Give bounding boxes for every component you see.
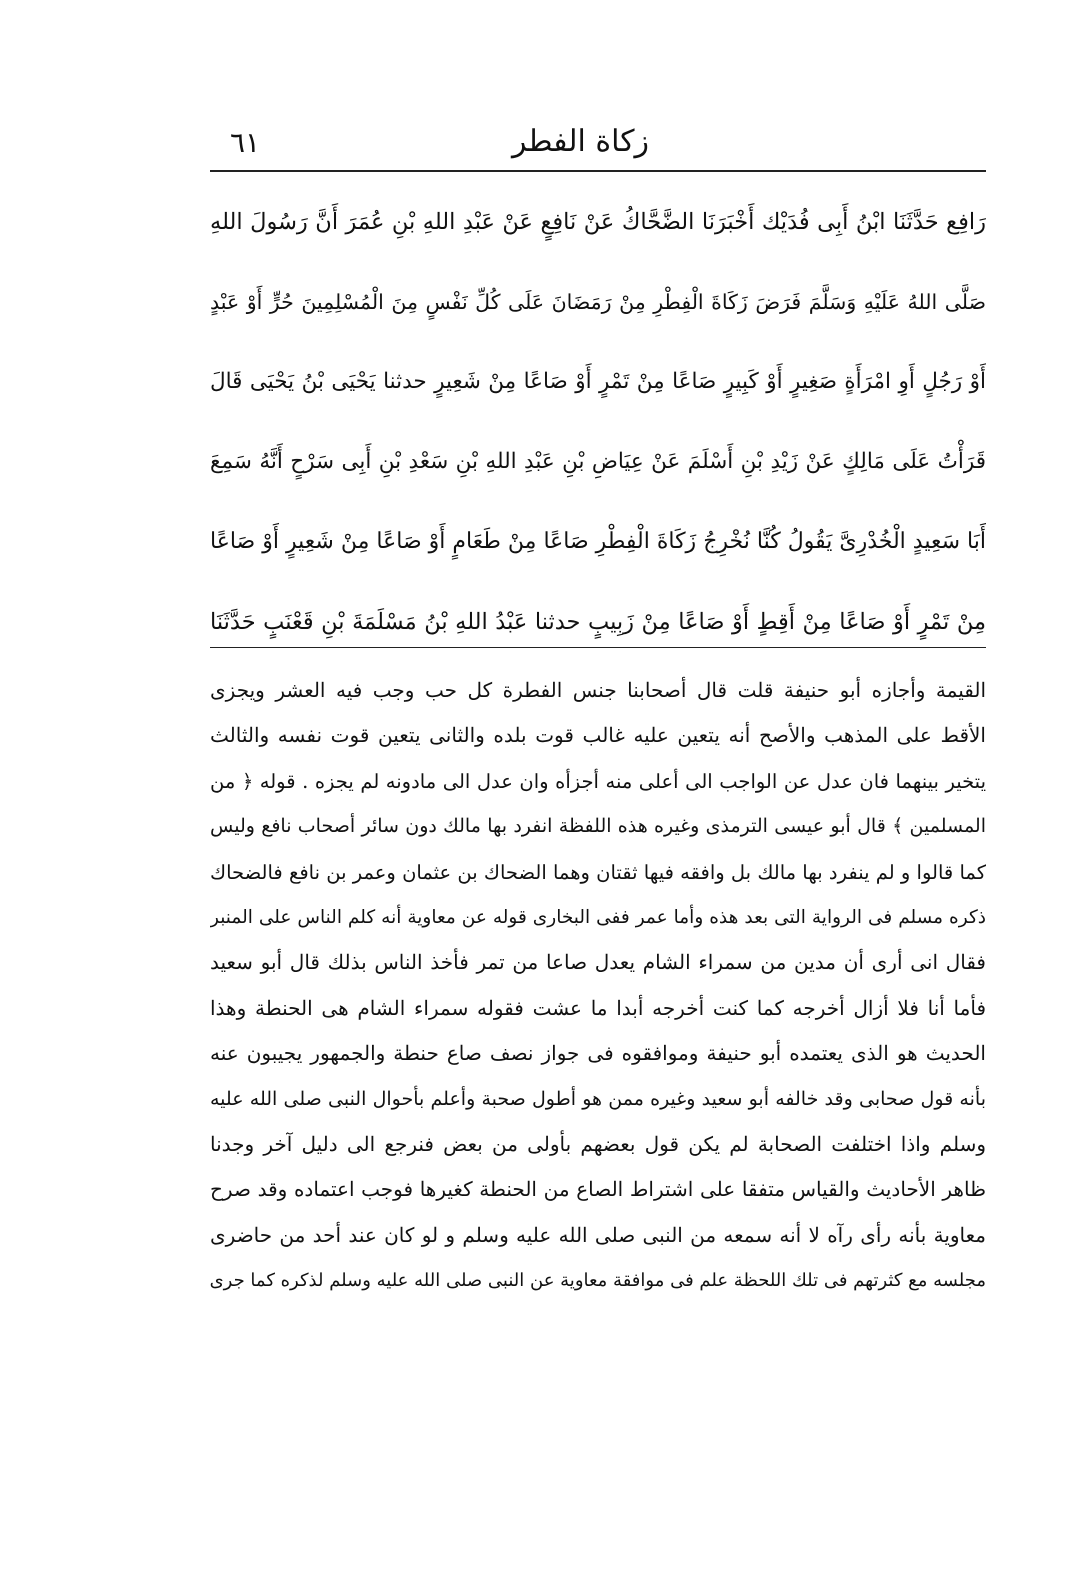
hadith-line: أَبَا سَعِيدٍ الْخُدْرِىَّ يَقُولُ كُنَّا نُخْرِجُ زَكَاةَ الْفِطْرِ صَاعًا مِنْ طَعَامٍ أَوْ صَاعًا مِنْ شَعِيرٍ أَوْ صَاعًا — [210, 529, 986, 554]
hadith-line: رَافِع حَدَّثَنَا ابْنُ أَبِى فُدَيْك أَخْبَرَنَا الضَّحَّاكُ عَنْ نَافِعٍ عَنْ عَبْدِ اللهِ بْنِ عُمَرَ أَنَّ رَسُولَ اللهِ — [210, 209, 986, 235]
commentary-line: وسلم واذا اختلفت الصحابة لم يكن قول بعضهم بأولى من بعض فنرجع الى دليل آخر وجدنا — [210, 1131, 986, 1156]
commentary-line: القيمة وأجازه أبو حنيفة قلت قال أصحابنا جنس الفطرة كل حب وجب فيه العشر ويجزى — [210, 678, 986, 702]
commentary-line: الحديث هو الذى يعتمده أبو حنيفة وموافقوه فى جواز نصف صاع حنطة والجمهور يجيبون عنه — [210, 1041, 986, 1066]
commentary-line: ذكره مسلم فى الرواية التى بعد هذه وأما عمر ففى البخارى قوله عن معاوية أنه كلم الناس على المنبر — [210, 906, 986, 928]
commentary-line: الأقط على المذهب والأصح أنه يتعين عليه غالب قوت بلده والثانى يتعين قوت نفسه والثالث — [210, 723, 986, 748]
commentary-line: المسلمين ﴾ قال أبو عيسى الترمذى وغيره هذه اللفظة انفرد بها مالك دون سائر أصحاب نافع وليس — [210, 815, 986, 838]
commentary-text — [210, 668, 986, 1303]
section-divider — [210, 647, 986, 648]
hadith-line: صَلَّى اللهُ عَلَيْهِ وَسَلَّمَ فَرَضَ زَكَاةَ الْفِطْرِ مِنْ رَمَضَانَ عَلَى كُلِّ نَفْسٍ مِنَ الْمُسْلِمِينَ حُرٍّ أَوْ عَبْدٍ — [210, 290, 986, 314]
hadith-line: مِنْ تَمْرٍ أَوْ صَاعًا مِنْ أَقِطٍ أَوْ صَاعًا مِنْ زَبِيبٍ حدثنا عَبْدُ اللهِ بْنُ مَسْلَمَةَ بْنِ قَعْنَبٍ حَدَّثَنَا — [210, 609, 986, 635]
commentary-line: يتخير بينهما فان عدل عن الواجب الى أعلى منه أجزأه وان عدل الى مادونه لم يجزه . قوله ﴿ من — [210, 769, 986, 793]
commentary-line: معاوية بأنه رأى رآه لا أنه سمعه من النبى صلى الله عليه وسلم و لو كان عند أحد من حاضرى — [210, 1222, 986, 1247]
hadith-line: قَرَأْتُ عَلَى مَالِكٍ عَنْ زَيْدِ بْنِ أَسْلَمَ عَنْ عِيَاضِ بْنِ عَبْدِ اللهِ بْنِ سَعْدِ بْنِ أَبِى سَرْحٍ أَنَّهُ سَمِعَ — [210, 449, 986, 474]
commentary-line: بأنه قول صحابى وقد خالفه أبو سعيد وغيره ممن هو أطول صحبة وأعلم بأحوال النبى صلى الله عليه — [210, 1087, 986, 1110]
commentary-line: ظاهر الأحاديث والقياس متفقا على اشتراط الصاع من الحنطة كغيرها فوجب اعتماده وقد صرح — [210, 1177, 986, 1202]
running-header — [208, 118, 984, 168]
page-number: ٦١ — [230, 126, 261, 159]
commentary-line: فأما أنا فلا أزال أخرجه كما كنت أخرجه أبدا ما عشت فقوله سمراء الشام هى الحنطة وهذا — [210, 995, 986, 1020]
commentary-line: مجلسه مع كثرتهم فى تلك اللحظة علم فى موافقة معاوية عن النبى صلى الله عليه وسلم لذكره كما جرى — [210, 1270, 986, 1292]
header-rule — [210, 170, 986, 172]
commentary-line: فقال انى أرى أن مدين من سمراء الشام يعدل صاعا من تمر فأخذ الناس بذلك قال أبو سعيد — [210, 950, 986, 975]
commentary-line: كما قالوا و لم ينفرد بها مالك بل وافقه فيها ثقتان وهما الضحاك بن عثمان وعمر بن نافع فالضحاك — [210, 860, 986, 884]
chapter-title: زكاة الفطر — [512, 124, 649, 159]
hadith-text — [210, 182, 986, 662]
hadith-line: أَوْ رَجُلٍ أَوِ امْرَأَةٍ صَغِيرٍ أَوْ كَبِيرٍ صَاعًا مِنْ تَمْرٍ أَوْ صَاعًا مِنْ شَعِيرٍ حدثنا يَحْيَى بْنُ يَحْيَى قَالَ — [210, 369, 986, 394]
